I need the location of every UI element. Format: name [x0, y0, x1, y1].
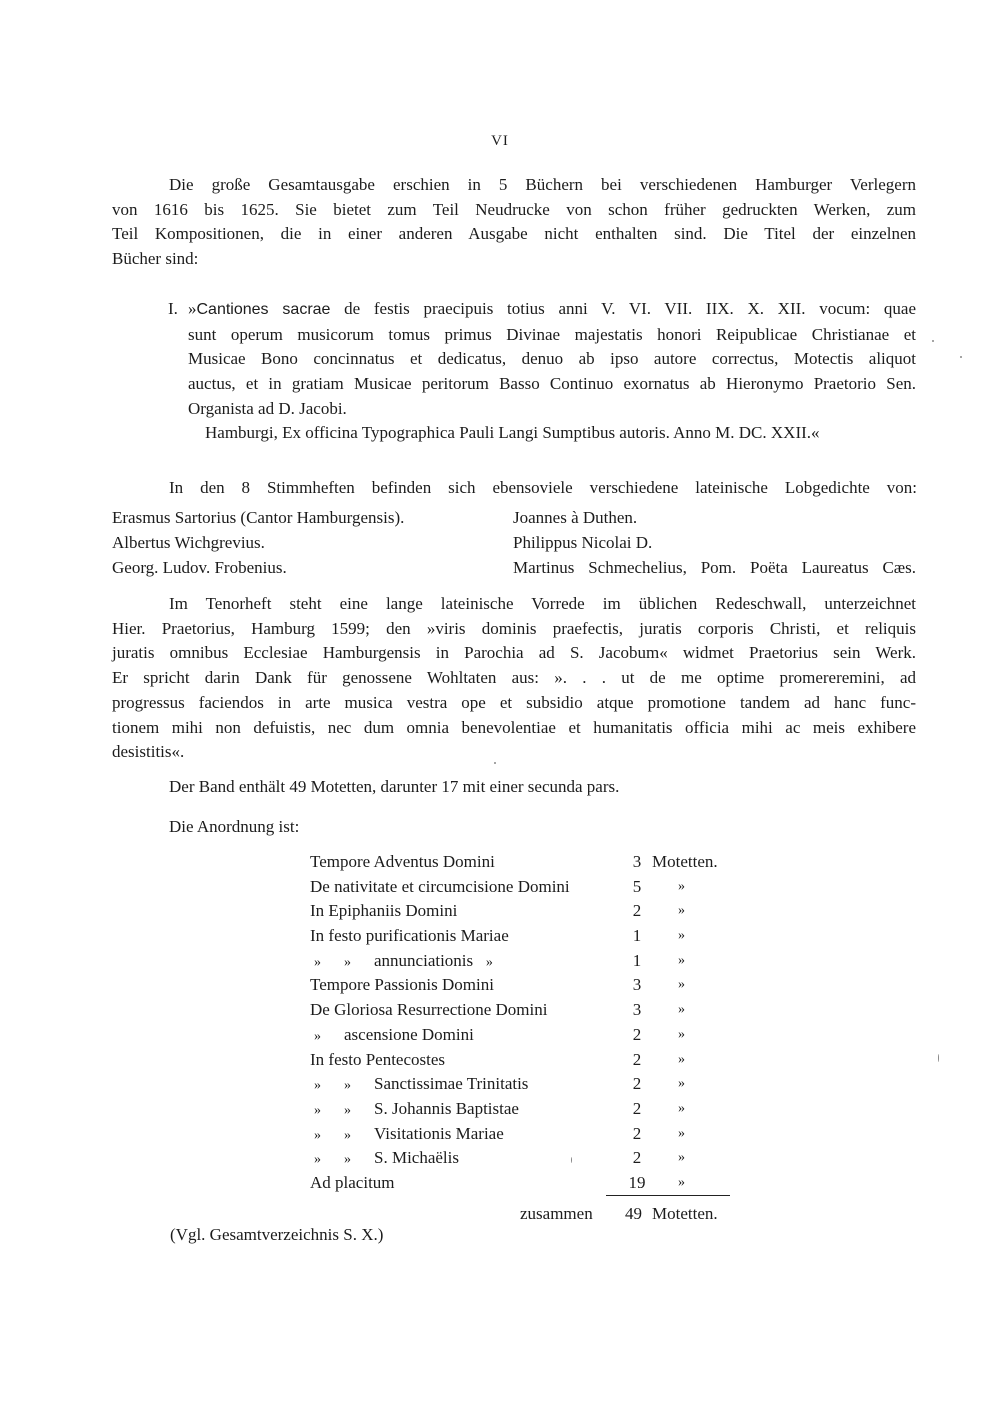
table-row — [310, 899, 730, 924]
row-label: S. Michaëlis — [374, 1148, 459, 1168]
row-unit: » — [678, 903, 685, 919]
row-unit: Motetten. — [652, 852, 718, 871]
book-imprint: Hamburgi, Ex officina Typographica Pauli Langi Sumptibus autoris. Anno M. DC. XXII.« — [205, 423, 820, 442]
row-unit: » — [678, 1076, 685, 1092]
ditto-mark: » — [314, 1152, 321, 1168]
row-label-group — [310, 949, 493, 976]
vorrede-line: progressus faciendos in arte musica vestra ope et subsidio atque promotione tandem ad hanc func- — [112, 692, 916, 712]
row-label: Sanctissimae Trinitatis — [374, 1074, 529, 1094]
row-label: Tempore Passionis Domini — [310, 975, 494, 995]
row-unit: » — [678, 977, 685, 993]
sum-rule — [606, 1195, 730, 1196]
anordnung-table — [310, 850, 730, 1196]
intro-line: Bücher sind: — [112, 249, 199, 269]
book-title-line: Organista ad D. Jacobi. — [188, 398, 347, 418]
vorrede-line: Im Tenorheft steht eine lange lateinische Vorrede im üblichen Redeschwall, unterzeichnet — [169, 594, 916, 613]
table-row — [310, 1146, 730, 1171]
row-label: Tempore Adventus Domini — [310, 852, 495, 871]
book-title-rest: de festis praecipuis totius anni V. VI. VII. IIX. X. XII. vocum: quae — [330, 299, 916, 318]
row-unit: » — [678, 1125, 685, 1141]
table-row — [310, 1048, 730, 1073]
row-label: annunciationis — [374, 950, 474, 970]
ditto-mark: » — [344, 954, 351, 970]
row-count: 3 — [632, 975, 642, 995]
table-row — [310, 1122, 730, 1147]
table-row — [310, 850, 730, 875]
ditto-mark: » — [314, 1078, 321, 1094]
intro-paragraph — [112, 173, 916, 272]
total-label: zusammen — [520, 1204, 593, 1223]
row-label-group — [310, 1122, 504, 1149]
row-label: S. Johannis Baptistae — [374, 1098, 519, 1118]
scan-speck — [932, 340, 934, 342]
row-label: In festo Pentecostes — [310, 1049, 446, 1069]
row-label: Ad placitum — [310, 1172, 395, 1192]
page-number: VI — [491, 133, 509, 149]
open-quote: » — [188, 299, 197, 318]
book-title-block — [168, 297, 916, 422]
vorrede-line: desistitis«. — [112, 742, 185, 762]
anordnung-heading: Die Anordnung ist: — [169, 817, 300, 836]
row-unit: » — [678, 1174, 685, 1190]
author-name: Georg. Ludov. Frobenius. — [112, 558, 287, 577]
ditto-mark: » — [314, 1102, 321, 1118]
table-row — [310, 1072, 730, 1097]
row-unit: » — [678, 952, 685, 968]
book-title-line: Musicae Bono concinnatus et dedicatus, denuo ab ipso autore correctus, Motectis aliquot — [188, 349, 916, 369]
author-name: Joannes à Duthen. — [513, 508, 638, 527]
total-unit: Motetten. — [652, 1204, 718, 1223]
author-name: Erasmus Sartorius (Cantor Hamburgensis). — [112, 508, 405, 527]
row-unit: » — [678, 1150, 685, 1166]
row-label-group — [310, 1146, 459, 1173]
author-name: Albertus Wichgrevius. — [112, 533, 265, 552]
table-row — [310, 949, 730, 974]
author-name: Martinus Schmechelius, Pom. Poëta Laureatus Cæs. — [513, 558, 916, 577]
table-row — [310, 924, 730, 949]
author-name: Philippus Nicolai D. — [513, 533, 653, 552]
ditto-mark: » — [314, 954, 321, 970]
intro-line: Teil Kompositionen, die in einer anderen Ausgabe nicht enthalten sind. Die Titel der einzelnen — [112, 224, 916, 244]
scan-speck — [960, 356, 962, 358]
row-count: 2 — [632, 1024, 642, 1044]
row-label-group — [310, 1097, 519, 1124]
row-count: 2 — [632, 1098, 642, 1118]
vorrede-line: juratis omnibus Ecclesiae Hamburgensis in Parochia ad S. Jacobum« widmet Praetorius sein Werk. — [112, 643, 916, 663]
row-unit: » — [678, 1026, 685, 1042]
row-unit: » — [678, 1100, 685, 1116]
ditto-mark: » — [485, 954, 493, 970]
row-label: Visitationis Mariae — [374, 1123, 504, 1143]
intro-line: von 1616 bis 1625. Sie bietet zum Teil Neudrucke von schon früher gedruckten Werken, zum — [112, 199, 916, 219]
vorrede-line: Er spricht darin Dank für genossene Wohltaten aus: ». . . ut de me optime promereremini, ad — [112, 668, 916, 688]
row-unit: » — [678, 1002, 685, 1018]
row-count: 19 — [628, 1172, 646, 1192]
row-label: In Epiphaniis Domini — [310, 901, 458, 921]
reference-note: (Vgl. Gesamtverzeichnis S. X.) — [170, 1225, 384, 1244]
scan-speck — [938, 1054, 939, 1062]
row-unit: » — [678, 1051, 685, 1067]
author-column-left — [112, 505, 404, 580]
table-row — [310, 875, 730, 900]
table-row — [310, 973, 730, 998]
ditto-mark: » — [314, 1127, 321, 1143]
intro-line: Die große Gesamtausgabe erschien in 5 Büchern bei verschiedenen Hamburger Verlegern — [169, 175, 916, 194]
band-summary: Der Band enthält 49 Motetten, darunter 17 mit einer secunda pars. — [169, 777, 620, 796]
row-count: 2 — [632, 901, 642, 921]
row-count: 2 — [632, 1123, 642, 1143]
scan-speck — [571, 1157, 572, 1163]
stimmhefte-intro: In den 8 Stimmheften befinden sich ebensoviele verschiedene lateinische Lobgedichte von: — [169, 478, 917, 497]
row-count: 2 — [632, 1049, 642, 1069]
author-column-right — [513, 505, 916, 580]
ditto-mark: » — [344, 1152, 351, 1168]
vorrede-paragraph — [112, 592, 916, 765]
table-row — [310, 1097, 730, 1122]
row-count: 2 — [632, 1074, 642, 1094]
vorrede-line: Hier. Praetorius, Hamburg 1599; den »viris dominis praefectis, juratis corporis Christi, et reliquis — [112, 618, 916, 638]
row-count: 1 — [632, 926, 642, 946]
row-label: ascensione Domini — [344, 1024, 474, 1044]
row-count: 5 — [632, 876, 642, 896]
vorrede-line: tionem mihi non defuistis, nec dum omnia benevolentiae et humanitatis officia mihi ac meis exhibere — [112, 717, 916, 737]
row-unit: » — [678, 878, 685, 894]
book-title-line: auctus, et in gratiam Musicae peritorum Basso Continuo exornatus ab Hieronymo Praetorio Sen. — [188, 374, 916, 394]
row-label-group — [310, 1023, 474, 1050]
book-title-first-line — [168, 297, 916, 323]
row-label: De nativitate et circumcisione Domini — [310, 876, 570, 896]
ditto-mark: » — [314, 1028, 321, 1044]
row-label-group — [310, 1072, 528, 1099]
total-count: 49 — [625, 1204, 642, 1223]
row-label: De Gloriosa Resurrectione Domini — [310, 1000, 548, 1020]
book-numeral: I. — [168, 299, 178, 318]
ditto-mark: » — [344, 1078, 351, 1094]
ditto-mark: » — [344, 1127, 351, 1143]
book-title-line: sunt operum musicorum tomus primus Divinae majestatis honori Reipublicae Christianae et — [188, 324, 916, 344]
row-label: In festo purificationis Mariae — [310, 926, 509, 946]
table-row — [310, 1171, 730, 1196]
table-row — [310, 1023, 730, 1048]
scan-speck — [494, 762, 496, 764]
book-title: Cantiones sacrae — [196, 301, 331, 318]
row-count: 1 — [632, 950, 642, 970]
row-count: 3 — [632, 1000, 642, 1020]
row-count: 3 — [632, 852, 642, 871]
row-count: 2 — [632, 1148, 642, 1168]
table-row — [310, 998, 730, 1023]
row-unit: » — [678, 928, 685, 944]
ditto-mark: » — [344, 1102, 351, 1118]
